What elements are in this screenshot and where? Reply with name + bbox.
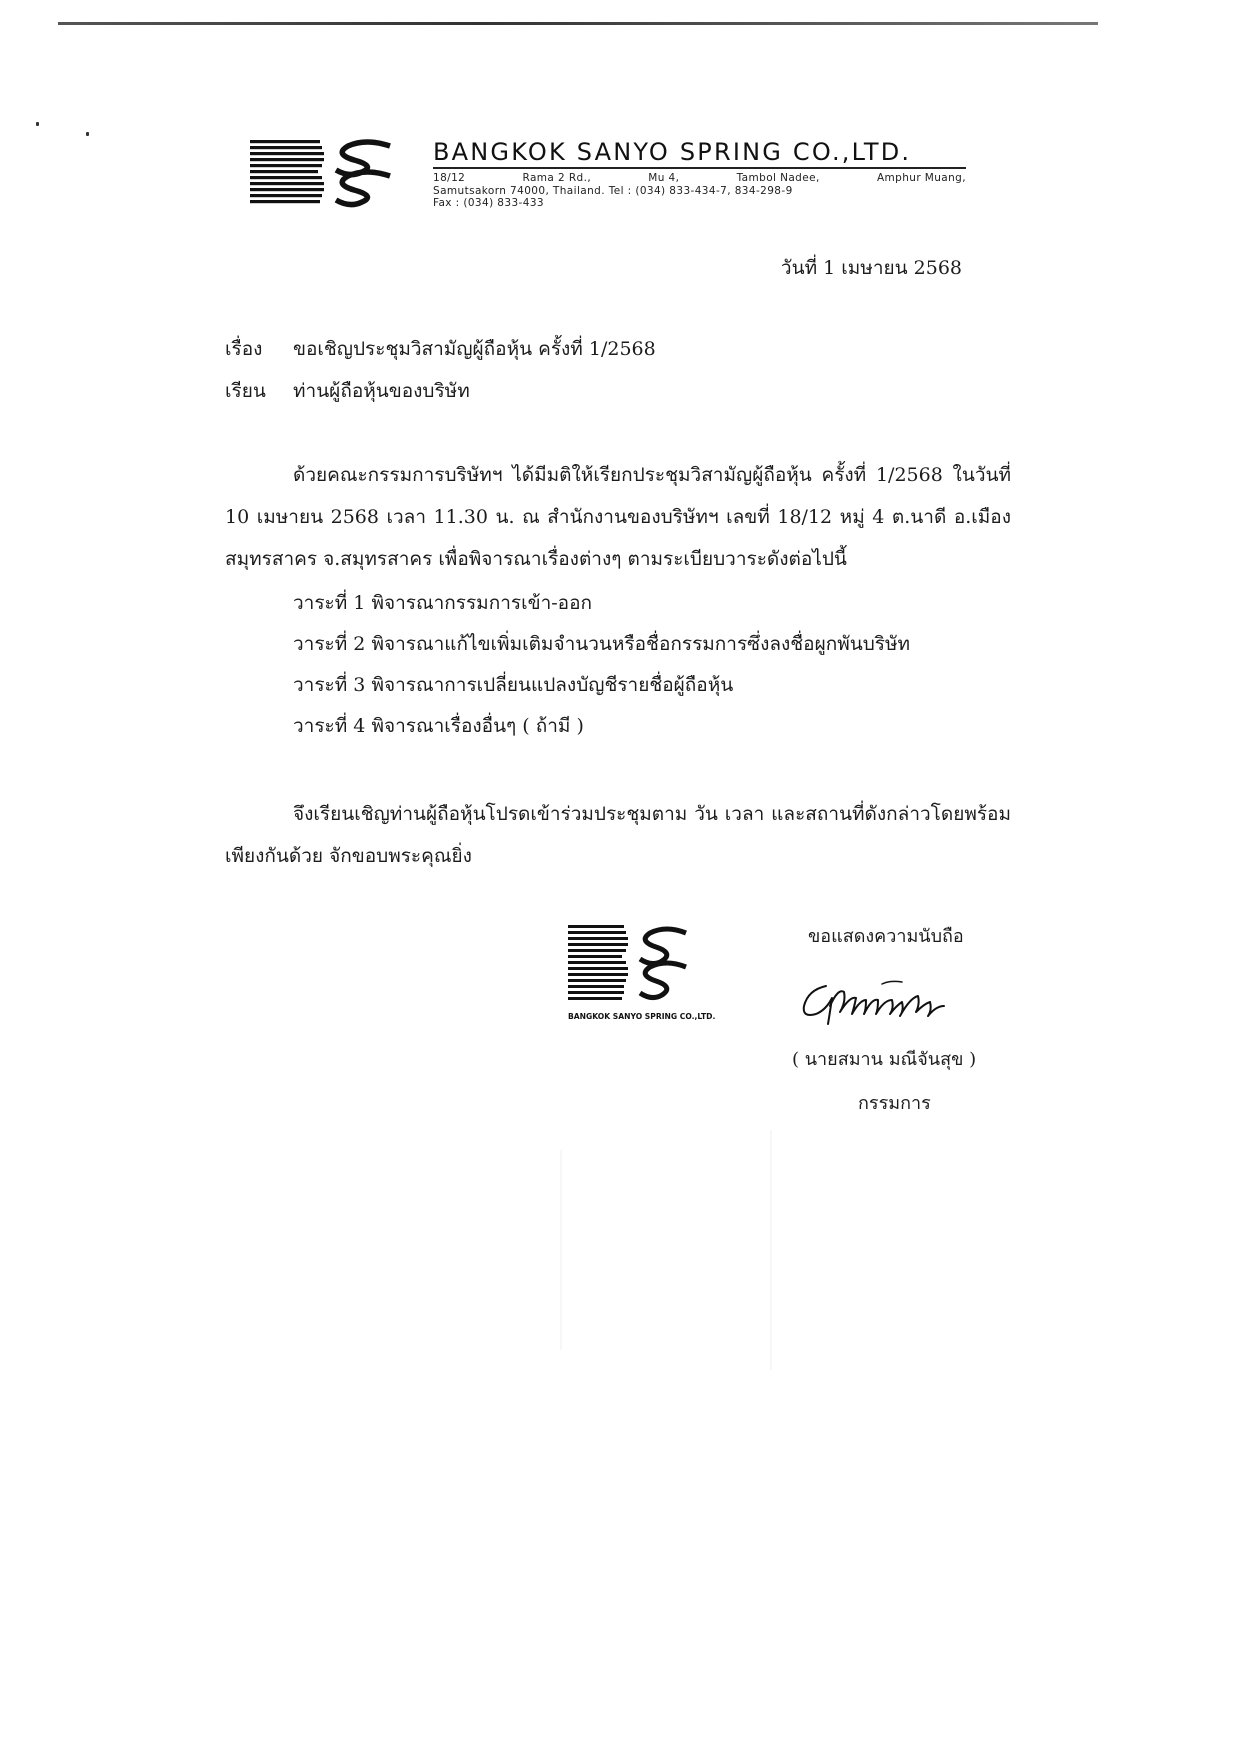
address-line-3: Fax : (034) 833-433	[433, 197, 544, 209]
company-stamp	[568, 925, 716, 1023]
recipient-label: เรียน	[225, 380, 266, 402]
bleed-through-mark	[770, 1130, 772, 1370]
company-address	[433, 172, 966, 210]
closing-phrase: ขอแสดงความนับถือ	[808, 926, 964, 947]
agenda-item-2: วาระที่ 2 พิจารณาแก้ไขเพิ่มเติมจำนวนหรือชื่อกรรมการซึ่งลงชื่อผูกพันบริษัท	[293, 633, 911, 655]
agenda-item-1: วาระที่ 1 พิจารณากรรมการเข้า-ออก	[293, 592, 592, 614]
subject-text: ขอเชิญประชุมวิสามัญผู้ถือหุ้น ครั้งที่ 1/2568	[293, 338, 656, 360]
address-part: 18/12	[433, 172, 466, 184]
subject-label: เรื่อง	[225, 338, 263, 360]
company-name: BANGKOK SANYO SPRING CO.,LTD.	[433, 138, 912, 166]
address-line-1	[433, 172, 966, 185]
invitation-paragraph: จึงเรียนเชิญท่านผู้ถือหุ้นโปรดเข้าร่วมประชุมตาม วัน เวลา และสถานที่ดังกล่าวโดยพร้อมเพียงกันด้วย จักขอบพระคุณยิ่ง	[225, 803, 1011, 867]
address-part: Mu 4,	[648, 172, 680, 184]
signature	[790, 972, 970, 1028]
stamp-caption: BANGKOK SANYO SPRING CO.,LTD.	[568, 1012, 716, 1021]
signer-name: ( นายสมาน มณีจันสุข )	[792, 1049, 977, 1070]
company-name-underline	[433, 167, 966, 169]
bss-logo	[250, 140, 396, 206]
address-part: Amphur Muang,	[876, 172, 966, 184]
recipient-row	[225, 376, 470, 406]
scan-speck	[36, 122, 39, 126]
scan-top-rule	[58, 22, 1098, 25]
agenda-item-4: วาระที่ 4 พิจารณาเรื่องอื่นๆ ( ถ้ามี )	[293, 715, 584, 737]
address-part: Rama 2 Rd.,	[522, 172, 592, 184]
recipient-text: ท่านผู้ถือหุ้นของบริษัท	[293, 380, 470, 402]
subject-row	[225, 334, 656, 364]
body-paragraph: ด้วยคณะกรรมการบริษัทฯ ได้มีมติให้เรียกประชุมวิสามัญผู้ถือหุ้น ครั้งที่ 1/2568 ในวันที่ 10 เมษายน 2568 เวลา 11.30 น. ณ สำนักงานของบริษัทฯ เลขที่ 18/12 หมู่ 4 ต.นาดี อ.เมือง สมุทรสาคร จ.สมุทรสาคร เพื่อพิจารณาเรื่องต่างๆ ตามระเบียบวาระดังต่อไปนี้	[225, 464, 1011, 570]
signer-title: กรรมการ	[858, 1093, 931, 1114]
address-part: Tambol Nadee,	[736, 172, 820, 184]
letter-date: วันที่ 1 เมษายน 2568	[780, 257, 962, 279]
scan-speck	[86, 132, 89, 136]
address-line-2: Samutsakorn 74000, Thailand. Tel : (034) 833-434-7, 834-298-9	[433, 184, 793, 197]
agenda-item-3: วาระที่ 3 พิจารณาการเปลี่ยนแปลงบัญชีรายชื่อผู้ถือหุ้น	[293, 674, 734, 696]
bleed-through-mark	[560, 1150, 562, 1350]
